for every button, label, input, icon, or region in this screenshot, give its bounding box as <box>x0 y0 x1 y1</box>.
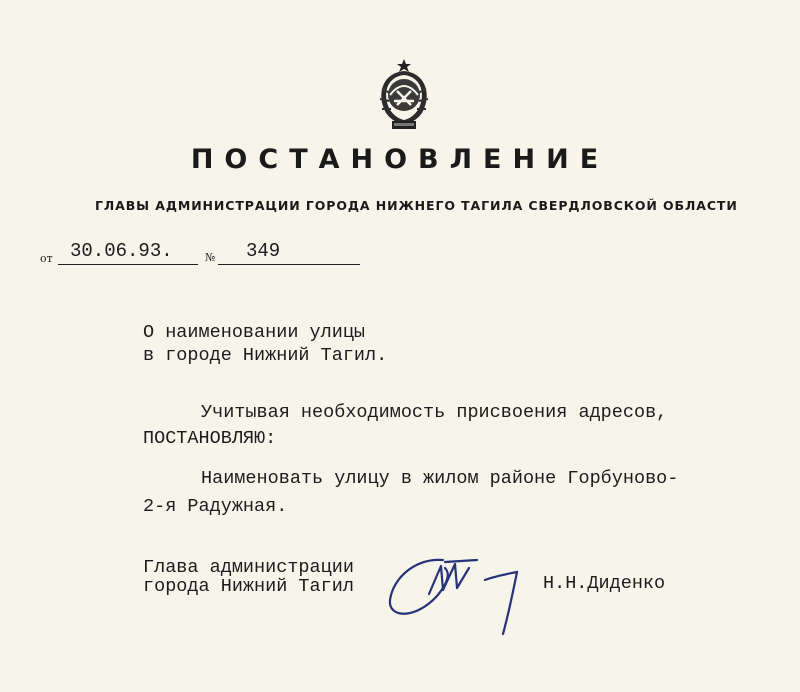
signatory-position-line-1: Глава администрации <box>143 557 354 578</box>
rsfsr-coat-of-arms-icon <box>372 55 436 131</box>
decree-date: 30.06.93. <box>70 240 173 262</box>
document-title: ПОСТАНОВЛЕНИЕ <box>190 144 610 175</box>
number-underline <box>218 264 360 265</box>
date-underline <box>58 264 198 265</box>
handwritten-signature-icon <box>385 538 535 638</box>
body-line-3: Наименовать улицу в жилом районе Горбуново- <box>201 468 679 489</box>
number-label: № <box>205 251 216 264</box>
decree-number: 349 <box>246 240 281 262</box>
date-label: от <box>40 252 53 265</box>
document-subtitle: ГЛАВЫ АДМИНИСТРАЦИИ ГОРОДА НИЖНЕГО ТАГИЛА СВЕРДЛОВСКОЙ ОБЛАСТИ <box>95 198 738 213</box>
body-line-4: 2-я Радужная. <box>143 496 288 517</box>
body-line-1: Учитывая необходимость присвоения адресов, <box>201 402 668 423</box>
subject-line-2: в городе Нижний Тагил. <box>143 345 388 366</box>
subject-line-1: О наименовании улицы <box>143 322 366 343</box>
body-line-2: ПОСТАНОВЛЯЮ: <box>143 428 277 449</box>
signatory-name: Н.Н.Диденко <box>543 573 666 594</box>
signatory-position-line-2: города Нижний Тагил <box>143 576 354 597</box>
